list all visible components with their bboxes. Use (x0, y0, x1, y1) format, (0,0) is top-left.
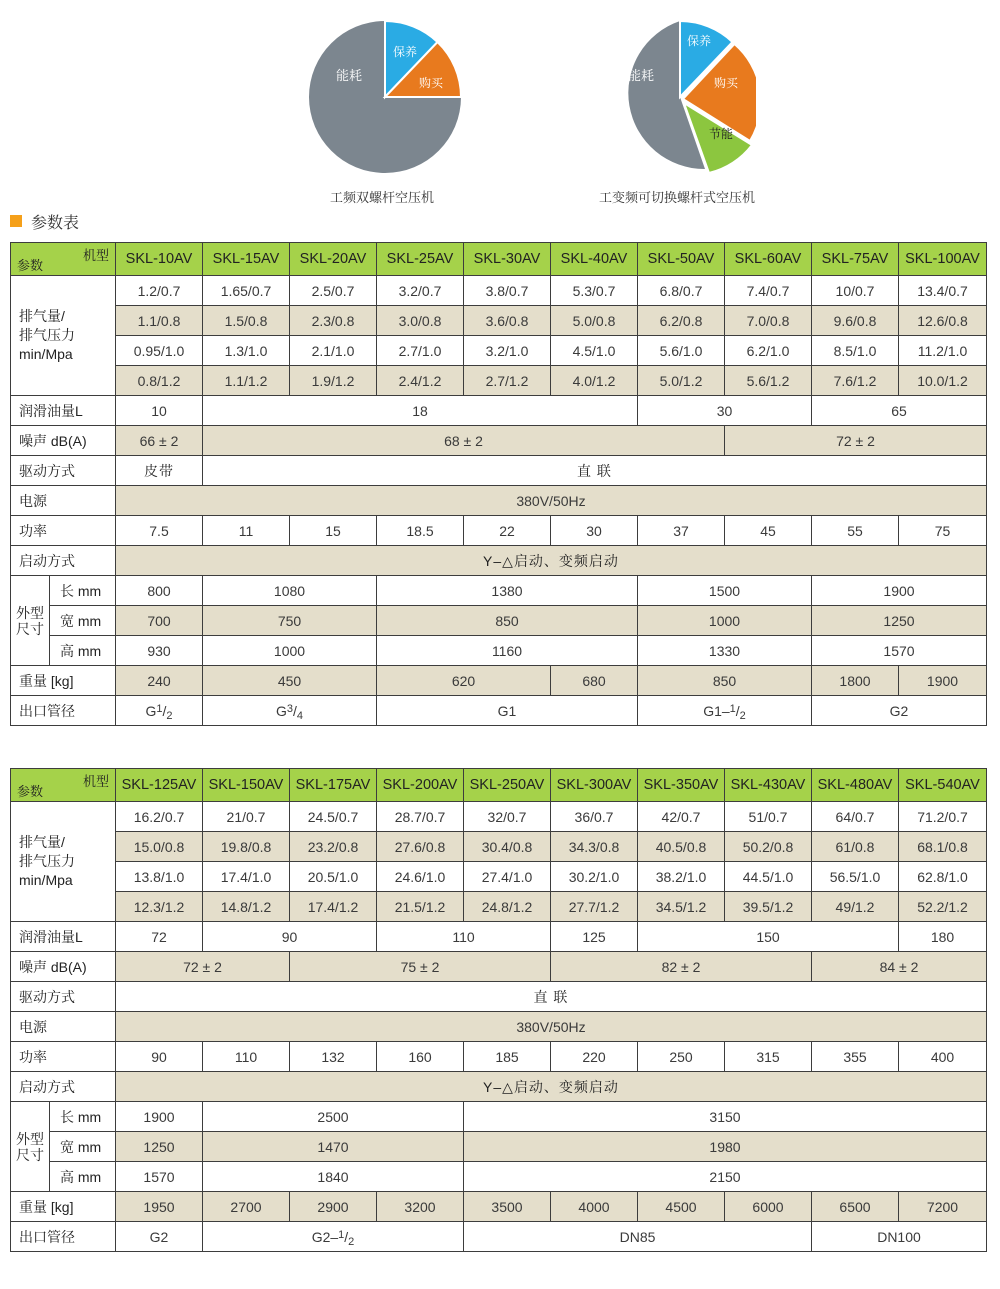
flow-cell: 28.7/0.7 (377, 802, 464, 832)
power-label: 功率 (11, 1042, 116, 1072)
oil-cell: 180 (899, 922, 987, 952)
oil-label: 润滑油量L (11, 396, 116, 426)
power-cell: 90 (116, 1042, 203, 1072)
corner-model-label: 机型 (82, 774, 109, 789)
width-cell: 1250 (116, 1132, 203, 1162)
outlet-cell: DN100 (812, 1222, 987, 1252)
model-header: SKL-250AV (464, 769, 551, 802)
width-cell: 850 (377, 606, 638, 636)
flow-cell: 15.0/0.8 (116, 832, 203, 862)
pie-svg-vfd (604, 21, 756, 173)
flow-cell: 44.5/1.0 (725, 862, 812, 892)
weight-cell: 1950 (116, 1192, 203, 1222)
flow-label-line1: 排气量/ (19, 834, 65, 850)
model-header: SKL-30AV (464, 243, 551, 276)
spec-table-2 (10, 768, 987, 1252)
weight-cell: 850 (638, 666, 812, 696)
drive-cell: 直 联 (203, 456, 987, 486)
flow-cell: 4.5/1.0 (551, 336, 638, 366)
oil-cell: 150 (638, 922, 899, 952)
weight-cell: 6000 (725, 1192, 812, 1222)
drive-label: 驱动方式 (11, 456, 116, 486)
start-label: 启动方式 (11, 1072, 116, 1102)
power-cell: 132 (290, 1042, 377, 1072)
weight-cell: 1900 (899, 666, 987, 696)
corner-param-label: 参数 (17, 784, 44, 799)
outlet-cell: $G1-^1/_2$ (638, 696, 812, 726)
outlet-prefix: G2– (311, 1228, 339, 1245)
model-header: SKL-300AV (551, 769, 638, 802)
model-header: SKL-10AV (116, 243, 203, 276)
power-cell: 250 (638, 1042, 725, 1072)
start-cell: Y–△启动、变频启动 (116, 546, 987, 576)
weight-cell: 450 (203, 666, 377, 696)
section-title-text: 参数表 (31, 212, 80, 232)
outlet-numerator: 1 (156, 702, 163, 715)
flow-row-0.7 (11, 276, 987, 306)
weight-cell: 680 (551, 666, 638, 696)
flow-cell: 0.95/1.0 (116, 336, 203, 366)
power-supply-label: 电源 (11, 486, 116, 516)
outlet-cell: $G2-^1/_2$ (203, 1222, 464, 1252)
corner-header (11, 769, 116, 802)
flow-cell: 1.1/1.2 (203, 366, 290, 396)
flow-label (11, 276, 116, 396)
outlet-cell: G1 (377, 696, 638, 726)
power-cell: 110 (203, 1042, 290, 1072)
noise-cell: 84 ± 2 (812, 952, 987, 982)
weight-cell: 3500 (464, 1192, 551, 1222)
flow-cell: 9.6/0.8 (812, 306, 899, 336)
flow-label-line3: min/Mpa (19, 872, 73, 888)
model-header: SKL-125AV (116, 769, 203, 802)
oil-cell: 90 (203, 922, 377, 952)
outlet-cell: G2 (116, 1222, 203, 1252)
height-row (11, 1162, 987, 1192)
model-header: SKL-175AV (290, 769, 377, 802)
power-label: 功率 (11, 516, 116, 546)
outlet-cell: $G^1/_2$ (116, 696, 203, 726)
height-cell: 930 (116, 636, 203, 666)
outlet-prefix: G (275, 702, 287, 719)
flow-cell: 3.6/0.8 (464, 306, 551, 336)
flow-cell: 32/0.7 (464, 802, 551, 832)
flow-cell: 2.3/0.8 (290, 306, 377, 336)
model-header: SKL-350AV (638, 769, 725, 802)
weight-row (11, 666, 987, 696)
drive-row (11, 982, 987, 1012)
model-header: SKL-40AV (551, 243, 638, 276)
width-label: 宽 mm (50, 606, 116, 636)
pie-label-purchase: 购买 (419, 76, 444, 90)
oil-label: 润滑油量L (11, 922, 116, 952)
model-header: SKL-75AV (812, 243, 899, 276)
flow-cell: 56.5/1.0 (812, 862, 899, 892)
weight-cell: 7200 (899, 1192, 987, 1222)
flow-cell: 10.0/1.2 (899, 366, 987, 396)
pie-caption-vfd: 工变频可切换螺杆式空压机 (599, 191, 756, 206)
length-cell: 2500 (203, 1102, 464, 1132)
flow-cell: 7.4/0.7 (725, 276, 812, 306)
weight-cell: 620 (377, 666, 551, 696)
weight-cell: 4500 (638, 1192, 725, 1222)
flow-cell: 12.6/0.8 (899, 306, 987, 336)
start-label: 启动方式 (11, 546, 116, 576)
flow-cell: 30.2/1.0 (551, 862, 638, 892)
flow-cell: 7.6/1.2 (812, 366, 899, 396)
pie-svg-standard (309, 21, 461, 173)
flow-cell: 1.1/0.8 (116, 306, 203, 336)
pie-label-energy: 能耗 (628, 69, 655, 84)
outlet-denominator: 4 (296, 709, 304, 722)
flow-label (11, 802, 116, 922)
oil-row (11, 396, 987, 426)
weight-cell: 2700 (203, 1192, 290, 1222)
pie-label-maintenance: 保养 (393, 45, 418, 59)
pie-label-saving: 节能 (709, 127, 734, 141)
start-row (11, 1072, 987, 1102)
power-row (11, 516, 987, 546)
outlet-label: 出口管径 (11, 696, 116, 726)
length-cell: 1380 (377, 576, 638, 606)
spec-table-1 (10, 242, 987, 726)
height-cell: 2150 (464, 1162, 987, 1192)
flow-cell: 38.2/1.0 (638, 862, 725, 892)
power-cell: 18.5 (377, 516, 464, 546)
flow-cell: 1.65/0.7 (203, 276, 290, 306)
width-cell: 750 (203, 606, 377, 636)
noise-cell: 72 ± 2 (725, 426, 987, 456)
power-cell: 11 (203, 516, 290, 546)
length-label: 长 mm (50, 576, 116, 606)
flow-cell: 17.4/1.0 (203, 862, 290, 892)
model-header: SKL-25AV (377, 243, 464, 276)
drive-row (11, 456, 987, 486)
flow-cell: 20.5/1.0 (290, 862, 377, 892)
noise-cell: 72 ± 2 (116, 952, 290, 982)
power-supply-label: 电源 (11, 1012, 116, 1042)
noise-label: 噪声 dB(A) (11, 426, 116, 456)
height-cell: 1160 (377, 636, 638, 666)
height-cell: 1840 (203, 1162, 464, 1192)
flow-cell: 3.8/0.7 (464, 276, 551, 306)
flow-cell: 27.6/0.8 (377, 832, 464, 862)
power-cell: 55 (812, 516, 899, 546)
width-cell: 1250 (812, 606, 987, 636)
flow-row-0.8 (11, 306, 987, 336)
power-cell: 400 (899, 1042, 987, 1072)
flow-row-1.0 (11, 862, 987, 892)
power-cell: 220 (551, 1042, 638, 1072)
flow-cell: 3.2/1.0 (464, 336, 551, 366)
height-label: 高 mm (50, 636, 116, 666)
power-cell: 37 (638, 516, 725, 546)
length-cell: 1900 (116, 1102, 203, 1132)
flow-cell: 8.5/1.0 (812, 336, 899, 366)
oil-cell: 110 (377, 922, 551, 952)
outlet-numerator: 3 (286, 702, 293, 715)
pie-chart-standard (309, 21, 461, 173)
oil-cell: 125 (551, 922, 638, 952)
power-row (11, 1042, 987, 1072)
corner-header (11, 243, 116, 276)
flow-cell: 23.2/0.8 (290, 832, 377, 862)
noise-cell: 75 ± 2 (290, 952, 551, 982)
flow-cell: 50.2/0.8 (725, 832, 812, 862)
flow-cell: 42/0.7 (638, 802, 725, 832)
flow-cell: 30.4/0.8 (464, 832, 551, 862)
flow-cell: 24.6/1.0 (377, 862, 464, 892)
power-cell: 355 (812, 1042, 899, 1072)
power-supply-cell: 380V/50Hz (116, 1012, 987, 1042)
flow-cell: 2.5/0.7 (290, 276, 377, 306)
flow-row-0.7 (11, 802, 987, 832)
flow-cell: 19.8/0.8 (203, 832, 290, 862)
oil-cell: 65 (812, 396, 987, 426)
flow-cell: 36/0.7 (551, 802, 638, 832)
flow-cell: 68.1/0.8 (899, 832, 987, 862)
flow-label-line3: min/Mpa (19, 346, 73, 362)
width-label: 宽 mm (50, 1132, 116, 1162)
model-header: SKL-100AV (899, 243, 987, 276)
outlet-row (11, 696, 987, 726)
outlet-numerator: 1 (729, 702, 736, 715)
power-supply-cell: 380V/50Hz (116, 486, 987, 516)
length-cell: 800 (116, 576, 203, 606)
height-cell: 1570 (812, 636, 987, 666)
flow-row-1.2 (11, 366, 987, 396)
power-cell: 75 (899, 516, 987, 546)
flow-cell: 5.6/1.2 (725, 366, 812, 396)
power-cell: 30 (551, 516, 638, 546)
weight-label: 重量 [kg] (11, 666, 116, 696)
width-row (11, 1132, 987, 1162)
weight-cell: 2900 (290, 1192, 377, 1222)
flow-cell: 11.2/1.0 (899, 336, 987, 366)
header-row (11, 769, 987, 802)
flow-cell: 7.0/0.8 (725, 306, 812, 336)
outlet-cell: DN85 (464, 1222, 812, 1252)
weight-row (11, 1192, 987, 1222)
power-supply-row (11, 1012, 987, 1042)
flow-label-line2: 排气压力 (19, 327, 75, 343)
width-cell: 700 (116, 606, 203, 636)
flow-cell: 40.5/0.8 (638, 832, 725, 862)
pie-caption-standard: 工频双螺杆空压机 (330, 191, 435, 206)
flow-cell: 10/0.7 (812, 276, 899, 306)
orange-square-icon (10, 215, 22, 227)
model-header: SKL-150AV (203, 769, 290, 802)
power-cell: 315 (725, 1042, 812, 1072)
pie-chart-vfd (604, 21, 756, 173)
width-cell: 1980 (464, 1132, 987, 1162)
flow-cell: 1.5/0.8 (203, 306, 290, 336)
corner-param-label: 参数 (17, 258, 44, 273)
outlet-denominator: 2 (739, 709, 746, 722)
flow-row-0.8 (11, 832, 987, 862)
power-cell: 185 (464, 1042, 551, 1072)
drive-label: 驱动方式 (11, 982, 116, 1012)
flow-cell: 2.4/1.2 (377, 366, 464, 396)
flow-cell: 5.0/1.2 (638, 366, 725, 396)
outlet-label: 出口管径 (11, 1222, 116, 1252)
drive-cell: 直 联 (116, 982, 987, 1012)
flow-cell: 5.3/0.7 (551, 276, 638, 306)
flow-cell: 21.5/1.2 (377, 892, 464, 922)
oil-row (11, 922, 987, 952)
flow-cell: 27.4/1.0 (464, 862, 551, 892)
flow-cell: 13.4/0.7 (899, 276, 987, 306)
oil-cell: 10 (116, 396, 203, 426)
power-supply-row (11, 486, 987, 516)
flow-row-1.0 (11, 336, 987, 366)
flow-cell: 6.2/0.8 (638, 306, 725, 336)
noise-row (11, 952, 987, 982)
width-cell: 1000 (638, 606, 812, 636)
noise-row (11, 426, 987, 456)
model-header: SKL-60AV (725, 243, 812, 276)
length-row (11, 576, 987, 606)
noise-cell: 82 ± 2 (551, 952, 812, 982)
outlet-denominator: 2 (348, 1235, 355, 1248)
flow-cell: 17.4/1.2 (290, 892, 377, 922)
weight-cell: 4000 (551, 1192, 638, 1222)
noise-cell: 66 ± 2 (116, 426, 203, 456)
length-cell: 3150 (464, 1102, 987, 1132)
weight-cell: 6500 (812, 1192, 899, 1222)
flow-cell: 34.5/1.2 (638, 892, 725, 922)
power-cell: 7.5 (116, 516, 203, 546)
outlet-row (11, 1222, 987, 1252)
oil-cell: 72 (116, 922, 203, 952)
oil-cell: 30 (638, 396, 812, 426)
weight-cell: 3200 (377, 1192, 464, 1222)
height-cell: 1330 (638, 636, 812, 666)
flow-cell: 3.0/0.8 (377, 306, 464, 336)
flow-cell: 14.8/1.2 (203, 892, 290, 922)
height-cell: 1570 (116, 1162, 203, 1192)
length-cell: 1080 (203, 576, 377, 606)
power-cell: 22 (464, 516, 551, 546)
length-row (11, 1102, 987, 1132)
power-cell: 45 (725, 516, 812, 546)
flow-cell: 64/0.7 (812, 802, 899, 832)
flow-cell: 21/0.7 (203, 802, 290, 832)
flow-cell: 34.3/0.8 (551, 832, 638, 862)
flow-label-line1: 排气量/ (19, 308, 65, 324)
power-cell: 15 (290, 516, 377, 546)
flow-cell: 61/0.8 (812, 832, 899, 862)
flow-cell: 0.8/1.2 (116, 366, 203, 396)
flow-cell: 5.6/1.0 (638, 336, 725, 366)
section-title (10, 210, 79, 232)
flow-cell: 3.2/0.7 (377, 276, 464, 306)
flow-cell: 1.2/0.7 (116, 276, 203, 306)
flow-cell: 62.8/1.0 (899, 862, 987, 892)
outlet-denominator: 2 (166, 709, 173, 722)
corner-model-label: 机型 (82, 248, 109, 263)
flow-cell: 6.2/1.0 (725, 336, 812, 366)
weight-label: 重量 [kg] (11, 1192, 116, 1222)
model-header: SKL-430AV (725, 769, 812, 802)
drive-cell: 皮带 (116, 456, 203, 486)
oil-cell: 18 (203, 396, 638, 426)
pie-label-energy: 能耗 (336, 69, 363, 84)
dims-group-label: 外型尺寸 (11, 1102, 50, 1192)
noise-cell: 68 ± 2 (203, 426, 725, 456)
pie-label-purchase: 购买 (714, 76, 739, 90)
flow-cell: 12.3/1.2 (116, 892, 203, 922)
outlet-prefix: G1– (703, 702, 730, 719)
header-row (11, 243, 987, 276)
flow-cell: 2.1/1.0 (290, 336, 377, 366)
flow-row-1.2 (11, 892, 987, 922)
height-label: 高 mm (50, 1162, 116, 1192)
noise-label: 噪声 dB(A) (11, 952, 116, 982)
height-row (11, 636, 987, 666)
flow-cell: 5.0/0.8 (551, 306, 638, 336)
flow-cell: 51/0.7 (725, 802, 812, 832)
flow-cell: 52.2/1.2 (899, 892, 987, 922)
outlet-prefix: G (145, 702, 157, 719)
flow-cell: 24.8/1.2 (464, 892, 551, 922)
outlet-numerator: 1 (338, 1228, 345, 1241)
flow-cell: 1.9/1.2 (290, 366, 377, 396)
pie-label-maintenance: 保养 (687, 34, 712, 48)
width-cell: 1470 (203, 1132, 464, 1162)
length-label: 长 mm (50, 1102, 116, 1132)
flow-cell: 39.5/1.2 (725, 892, 812, 922)
outlet-cell: $G^3/_4$ (203, 696, 377, 726)
dims-group-label: 外型尺寸 (11, 576, 50, 666)
flow-cell: 13.8/1.0 (116, 862, 203, 892)
flow-label-line2: 排气压力 (19, 853, 75, 869)
start-cell: Y–△启动、变频启动 (116, 1072, 987, 1102)
model-header: SKL-540AV (899, 769, 987, 802)
width-row (11, 606, 987, 636)
model-header: SKL-200AV (377, 769, 464, 802)
flow-cell: 24.5/0.7 (290, 802, 377, 832)
weight-cell: 240 (116, 666, 203, 696)
model-header: SKL-480AV (812, 769, 899, 802)
flow-cell: 2.7/1.2 (464, 366, 551, 396)
length-cell: 1500 (638, 576, 812, 606)
flow-cell: 49/1.2 (812, 892, 899, 922)
model-header: SKL-50AV (638, 243, 725, 276)
flow-cell: 6.8/0.7 (638, 276, 725, 306)
model-header: SKL-20AV (290, 243, 377, 276)
outlet-cell: G2 (812, 696, 987, 726)
flow-cell: 1.3/1.0 (203, 336, 290, 366)
power-cell: 160 (377, 1042, 464, 1072)
flow-cell: 4.0/1.2 (551, 366, 638, 396)
flow-cell: 2.7/1.0 (377, 336, 464, 366)
weight-cell: 1800 (812, 666, 899, 696)
model-header: SKL-15AV (203, 243, 290, 276)
height-cell: 1000 (203, 636, 377, 666)
length-cell: 1900 (812, 576, 987, 606)
flow-cell: 16.2/0.7 (116, 802, 203, 832)
start-row (11, 546, 987, 576)
flow-cell: 71.2/0.7 (899, 802, 987, 832)
flow-cell: 27.7/1.2 (551, 892, 638, 922)
